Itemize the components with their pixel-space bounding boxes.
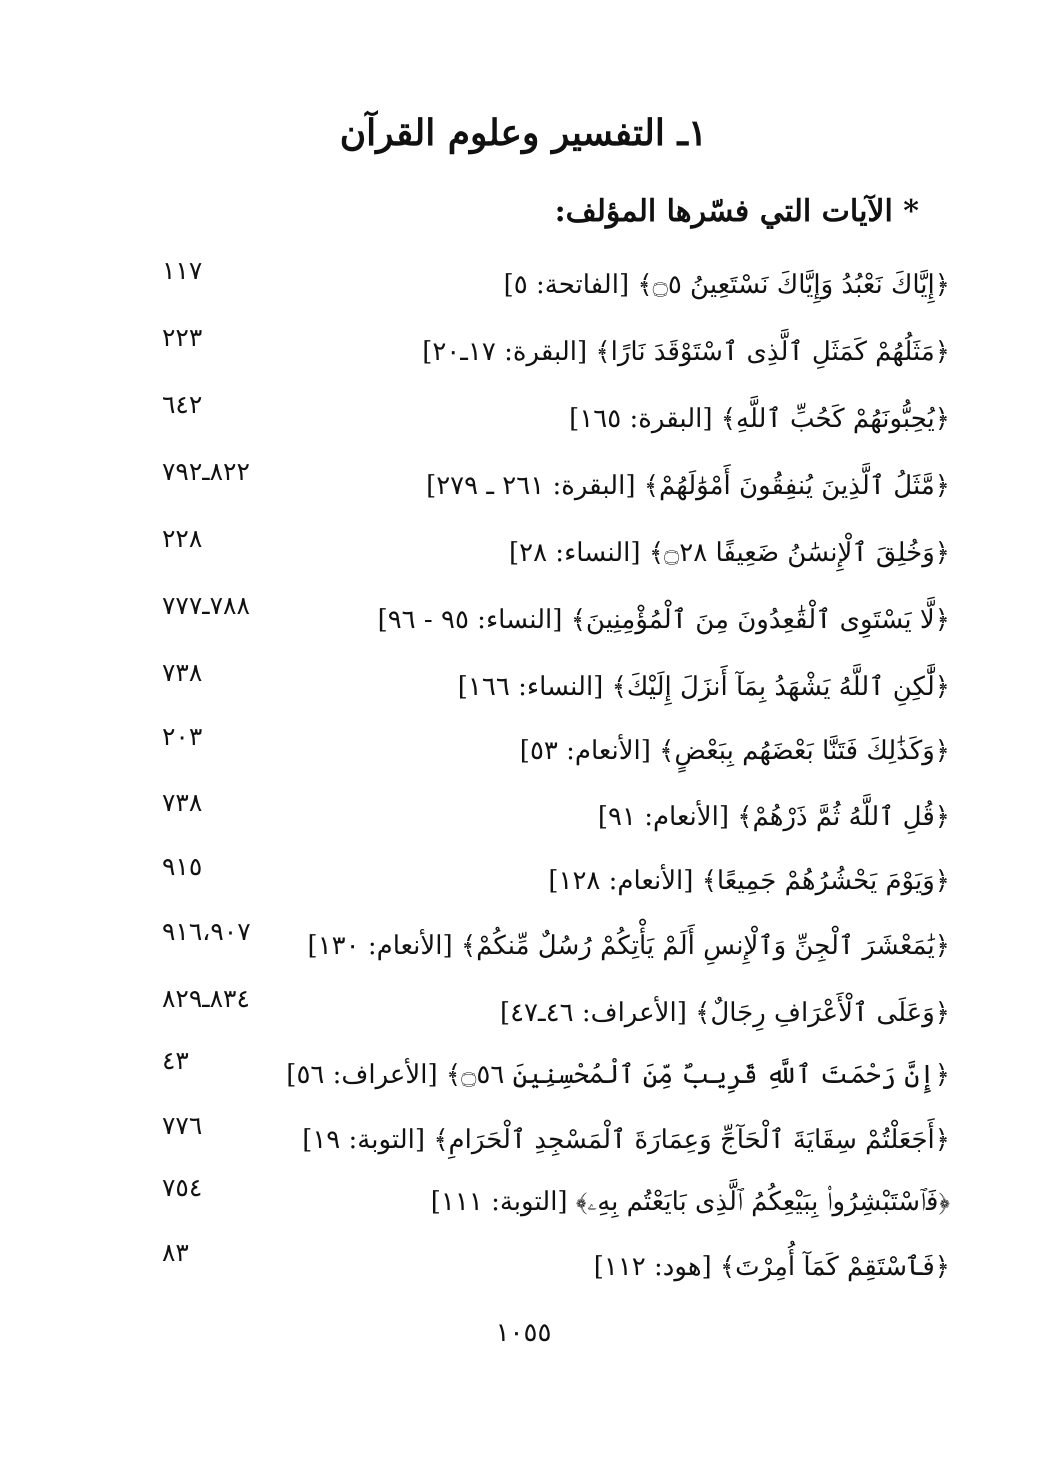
page-reference: ٧٨٨ـ٧٧٧ — [162, 591, 250, 620]
page-reference: ٢٢٣ — [162, 323, 203, 352]
index-entry — [150, 1046, 950, 1106]
page-number: ١٠٥٥ — [495, 1318, 552, 1348]
index-entry — [150, 1238, 950, 1298]
verse-citation: ﴿وَكَذَٰلِكَ فَتَنَّا بَعْضَهُم بِبَعْضٍ﴾ [الأنعام: ٥٣] — [519, 736, 950, 766]
subheading: * الآيات التي فسّرها المؤلف: — [554, 194, 919, 229]
verse-citation: ﴿أَجَعَلْتُمْ سِقَايَةَ ٱلْحَآجِّ وَعِمَارَةَ ٱلْمَسْجِدِ ٱلْحَرَامِ﴾ [التوبة: ١٩] — [302, 1125, 950, 1155]
page-reference: ١١٧ — [162, 256, 203, 285]
verse-citation: ﴿مَّثَلُ ٱلَّذِينَ يُنفِقُونَ أَمْوَٰلَهُمْ﴾ [البقرة: ٢٦١ ـ ٢٧٩] — [426, 471, 950, 501]
section-title: ١ـ التفسير وعلوم القرآن — [339, 112, 708, 154]
verse-citation: ﴿إِنَّ رَحْمَتَ ٱللَّهِ قَرِيبٌ مِّنَ ٱلْمُحْسِنِينَ ۝٥٦﴾ [الأعراف: ٥٦] — [286, 1060, 950, 1090]
verse-citation: ﴿وَخُلِقَ ٱلْإِنسَٰنُ ضَعِيفًا ۝٢٨﴾ [النساء: ٢٨] — [508, 538, 950, 568]
page-reference: ٧٣٨ — [162, 658, 203, 687]
page-reference: ٦٤٢ — [162, 390, 203, 419]
page-reference: ٩١٥ — [162, 852, 203, 881]
page-reference: ٨٣٤ـ٨٢٩ — [162, 984, 250, 1013]
page-reference: ٨٢٢ـ٧٩٢ — [162, 457, 250, 486]
page-reference: ٧٧٦ — [162, 1111, 203, 1140]
verse-citation: ﴿لَّا يَسْتَوِى ٱلْقَٰعِدُونَ مِنَ ٱلْمُؤْمِنِينَ﴾ [النساء: ٩٥ - ٩٦] — [377, 605, 950, 635]
page-reference: ٢٢٨ — [162, 524, 203, 553]
verse-citation: ﴿وَيَوْمَ يَحْشُرُهُمْ جَمِيعًا﴾ [الأنعام: ١٢٨] — [548, 866, 950, 896]
index-entry — [150, 256, 950, 316]
index-entry — [150, 390, 950, 450]
index-entry — [150, 788, 950, 848]
verse-citation: ﴿لَّٰكِنِ ٱللَّهُ يَشْهَدُ بِمَآ أَنزَلَ إِلَيْكَ﴾ [النساء: ١٦٦] — [457, 672, 950, 702]
verse-citation: ﴿يُحِبُّونَهُمْ كَحُبِّ ٱللَّهِ﴾ [البقرة: ١٦٥] — [569, 404, 950, 434]
index-entry — [150, 852, 950, 912]
page-reference: ٩١٦،٩٠٧ — [162, 917, 251, 946]
verse-citation: ﴿إِيَّاكَ نَعْبُدُ وَإِيَّاكَ نَسْتَعِينُ ۝٥﴾ [الفاتحة: ٥] — [503, 270, 950, 300]
verse-citation: ﴿مَثَلُهُمْ كَمَثَلِ ٱلَّذِى ٱسْتَوْقَدَ نَارًا﴾ [البقرة: ١٧ـ٢٠] — [422, 337, 950, 367]
index-entry — [150, 323, 950, 383]
index-entry — [150, 591, 950, 651]
verse-citation: ﴿يَٰمَعْشَرَ ٱلْجِنِّ وَٱلْإِنسِ أَلَمْ يَأْتِكُمْ رُسُلٌ مِّنكُمْ﴾ [الأنعام: ١٣٠] — [307, 931, 950, 961]
index-entry — [150, 984, 950, 1044]
index-entry — [150, 658, 950, 718]
index-entry — [150, 917, 950, 977]
index-entry — [150, 722, 950, 782]
index-entry — [150, 524, 950, 584]
verse-citation: ﴿قُلِ ٱللَّهُ ثُمَّ ذَرْهُمْ﴾ [الأنعام: ٩١] — [597, 802, 950, 832]
page-reference: ٧٥٤ — [162, 1173, 203, 1202]
index-entry — [150, 457, 950, 517]
verse-citation: ﴿وَعَلَى ٱلْأَعْرَافِ رِجَالٌ﴾ [الأعراف: ٤٦ـ٤٧] — [499, 998, 950, 1028]
page-reference: ٨٣ — [162, 1238, 189, 1267]
index-entry — [150, 1111, 950, 1171]
page-reference: ٤٣ — [162, 1046, 189, 1075]
verse-citation: ﴿فَٱسْتَقِمْ كَمَآ أُمِرْتَ﴾ [هود: ١١٢] — [593, 1252, 950, 1282]
page-reference: ٢٠٣ — [162, 722, 203, 751]
verse-citation: ﴿فَٱسْتَبْشِرُوا۟ بِبَيْعِكُمُ ٱلَّذِى بَايَعْتُم بِهِۦ﴾ [التوبة: ١١١] — [430, 1187, 950, 1217]
index-entry — [150, 1173, 950, 1233]
page-reference: ٧٣٨ — [162, 788, 203, 817]
